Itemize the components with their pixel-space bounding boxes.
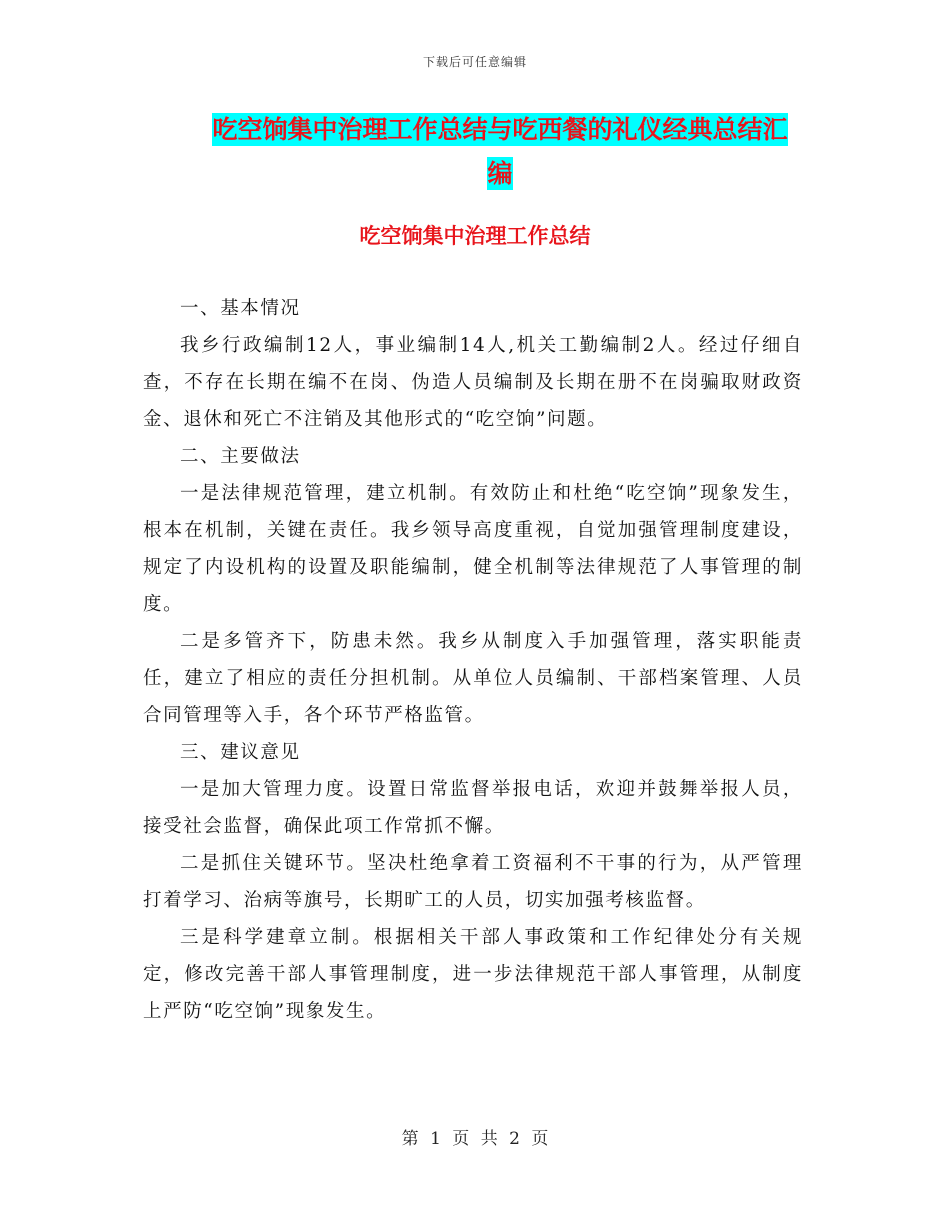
paragraph: 我乡行政编制12人，事业编制14人,机关工勤编制2人。经过仔细自查，不存在长期在编不在岗、伪造人员编制及长期在册不在岗骗取财政资金、退休和死亡不注销及其他形式的“吃空饷”问题。 — [143, 335, 803, 430]
title-line-1: 吃空饷集中治理工作总结与吃西餐的礼仪经典总结汇 — [212, 115, 788, 144]
paragraph: 一是加大管理力度。设置日常监督举报电话，欢迎并鼓舞举报人员，接受社会监督，确保此项工作常抓不懈。 — [143, 779, 803, 837]
heading-suggestions: 三、建议意见 — [180, 742, 301, 763]
title-line-2: 编 — [487, 159, 513, 188]
document-title — [195, 108, 805, 196]
paragraph: 一是法律规范管理，建立机制。有效防止和杜绝“吃空饷”现象发生，根本在机制，关键在责任。我乡领导高度重视，自觉加强管理制度建设，规定了内设机构的设置及职能编制，健全机制等法律规范了人事管理的制度。 — [143, 483, 803, 615]
paragraph: 二是抓住关键环节。坚决杜绝拿着工资福利不干事的行为，从严管理打着学习、治病等旗号，长期旷工的人员，切实加强考核监督。 — [143, 853, 803, 911]
document-body — [143, 290, 803, 1030]
section-title: 吃空饷集中治理工作总结 — [359, 224, 591, 248]
page-number: 第 1 页 共 2 页 — [401, 1129, 549, 1149]
heading-basic-situation: 一、基本情况 — [180, 298, 301, 319]
heading-main-practices: 二、主要做法 — [180, 446, 301, 467]
paragraph: 二是多管齐下，防患未然。我乡从制度入手加强管理，落实职能责任，建立了相应的责任分担机制。从单位人员编制、干部档案管理、人员合同管理等入手，各个环节严格监管。 — [143, 631, 803, 726]
paragraph: 三是科学建章立制。根据相关干部人事政策和工作纪律处分有关规定，修改完善干部人事管理制度，进一步法律规范干部人事管理，从制度上严防“吃空饷”现象发生。 — [143, 927, 803, 1022]
page-header: 下载后可任意编辑 — [422, 55, 527, 69]
